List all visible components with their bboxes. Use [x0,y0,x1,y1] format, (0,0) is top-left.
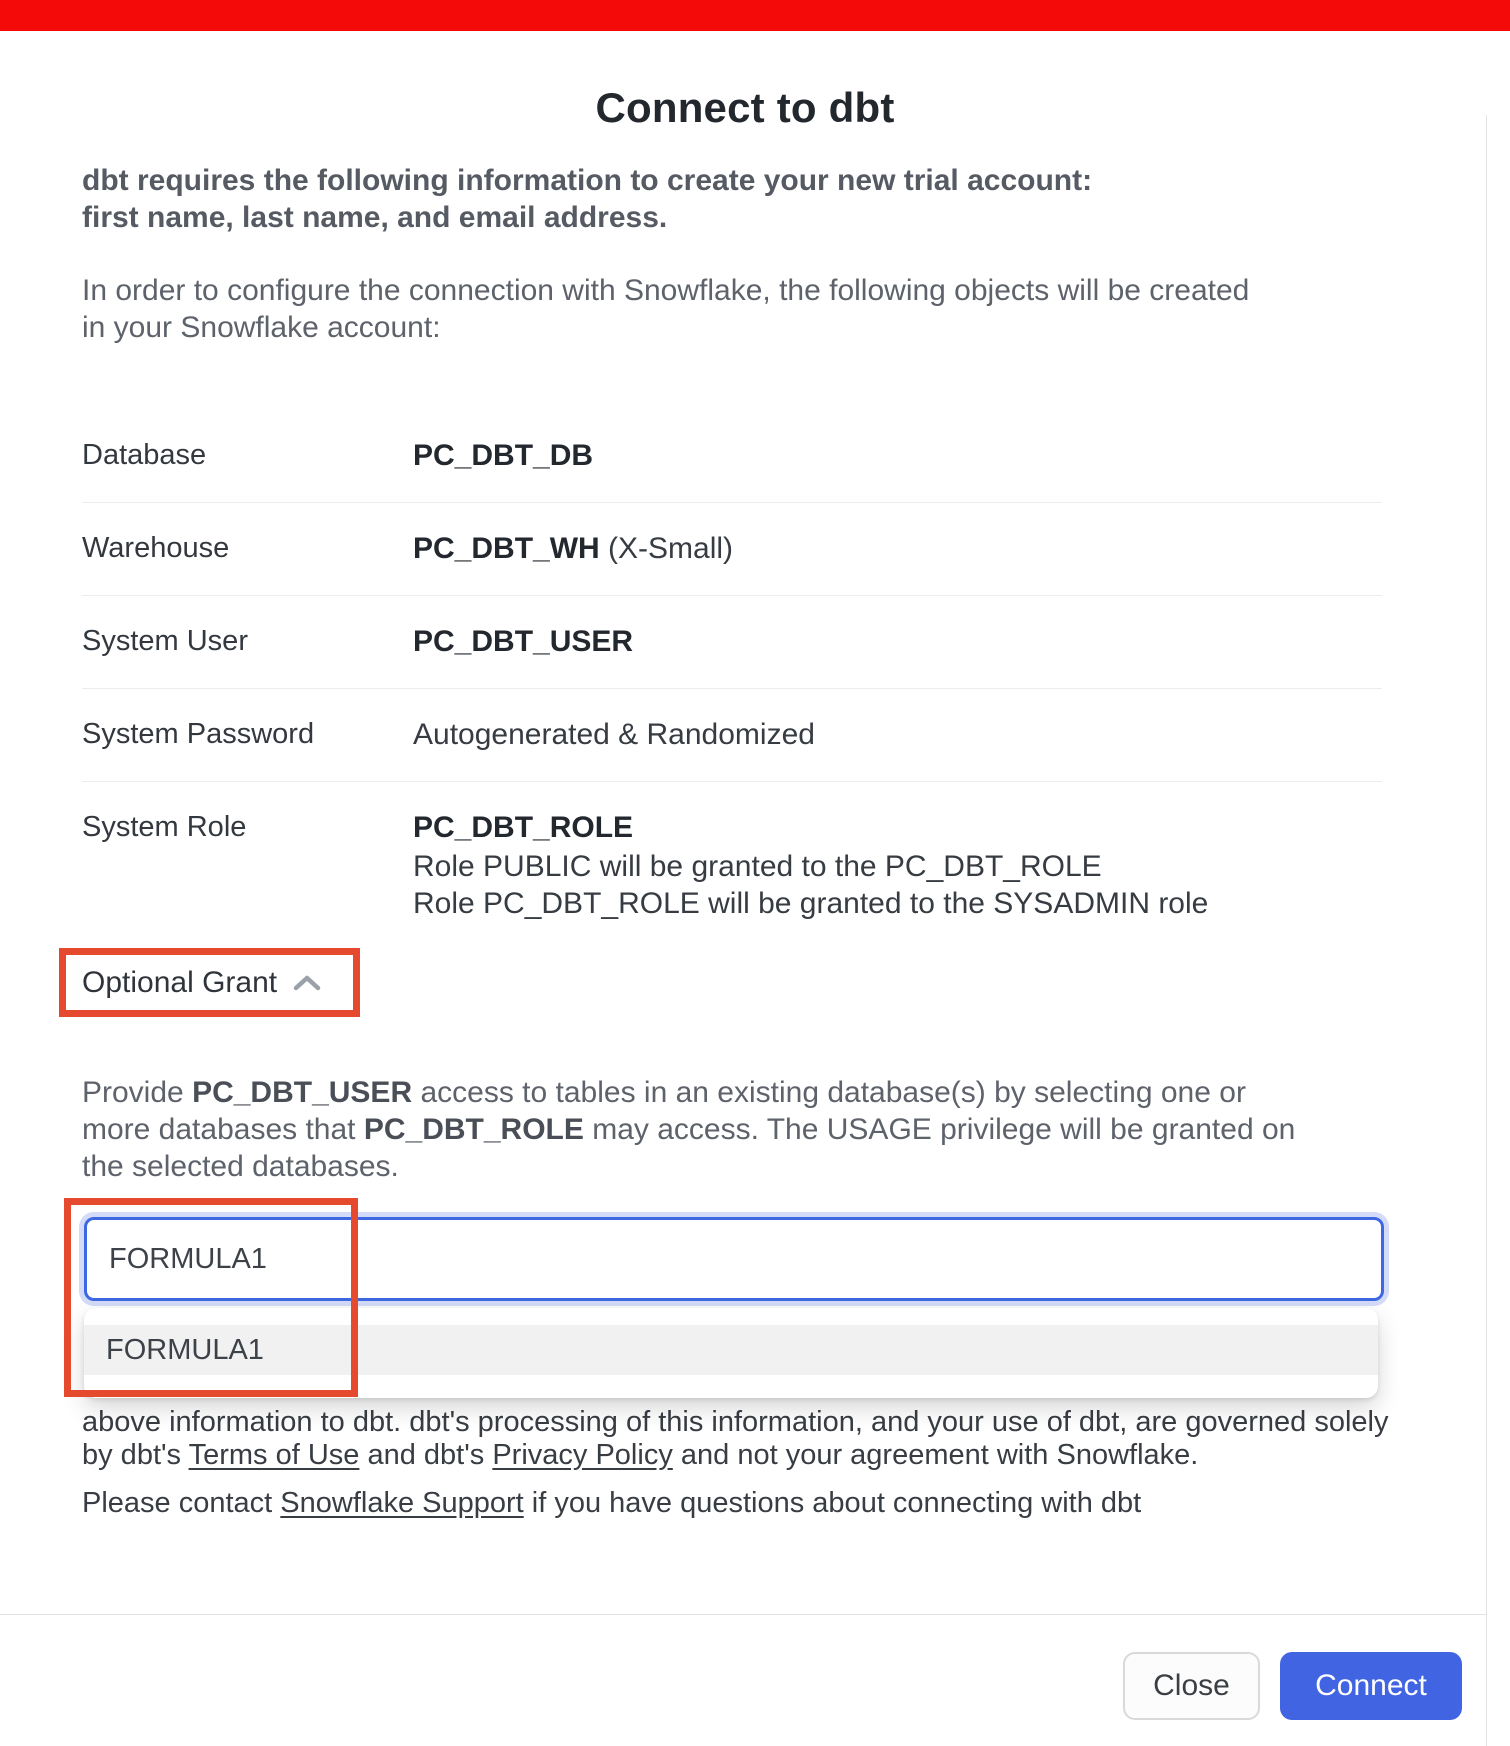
system-role-name: PC_DBT_ROLE [413,811,634,844]
intro-text [82,162,1392,236]
table-row-system-password [82,689,1382,782]
warehouse-size: (X-Small) [599,532,734,565]
row-label: System Role [82,811,247,843]
system-role-grant-notes [413,848,1208,922]
terms-line-1: above information to dbt. dbt's processing of this information, and your use of dbt, are governed solely [82,1406,1389,1438]
grant-line-1: Provide PC_DBT_USER access to tables in an existing database(s) by selecting one or [82,1076,1246,1109]
table-row-system-user [82,596,1382,689]
role-grant-line-2: Role PC_DBT_ROLE will be granted to the SYSADMIN role [413,887,1209,920]
row-value: Autogenerated & Randomized [413,718,815,751]
role-grant-line-1: Role PUBLIC will be granted to the PC_DBT_ROLE [413,850,1102,883]
config-line-2: in your Snowflake account: [82,311,441,344]
footer-divider [0,1614,1489,1615]
config-paragraph [82,272,1392,346]
row-label: Warehouse [82,532,230,564]
chevron-up-icon [292,973,322,993]
connect-button[interactable]: Connect [1280,1652,1462,1720]
row-value [413,532,733,566]
privacy-policy-link[interactable]: Privacy Policy [492,1439,673,1471]
dropdown-option-formula1[interactable]: FORMULA1 [84,1325,1378,1375]
grant-line-3: the selected databases. [82,1150,399,1183]
scrollbar-track[interactable] [1486,115,1510,1746]
created-objects-table [82,410,1382,951]
table-row-warehouse [82,503,1382,596]
row-value: PC_DBT_USER [413,625,634,658]
table-row-database [82,410,1382,503]
row-value [413,811,1208,922]
close-button[interactable]: Close [1123,1652,1260,1720]
row-label: System User [82,625,248,657]
annotation-top-bar [0,0,1510,31]
terms-line-2: by dbt's Terms of Use and dbt's Privacy Policy and not your agreement with Snowflake. [82,1439,1199,1471]
row-label: Database [82,439,207,471]
intro-line-1: dbt requires the following information to create your new trial account: [82,164,1093,197]
grant-paragraph [82,1074,1392,1185]
snowflake-support-link[interactable]: Snowflake Support [280,1487,524,1519]
config-line-1: In order to configure the connection with Snowflake, the following objects will be created [82,274,1250,307]
support-line: Please contact Snowflake Support if you have questions about connecting with dbt [82,1487,1142,1519]
optional-grant-toggle[interactable] [82,966,322,1000]
grant-line-2: more databases that PC_DBT_ROLE may access. The USAGE privilege will be granted on [82,1113,1296,1146]
intro-line-2: first name, last name, and email address. [82,201,668,234]
dialog-title: Connect to dbt [595,84,895,131]
terms-of-use-link[interactable]: Terms of Use [188,1439,360,1471]
row-label: System Password [82,718,315,750]
warehouse-name: PC_DBT_WH [413,532,600,565]
optional-grant-label: Optional Grant [82,966,278,999]
terms-paragraph [82,1406,1402,1472]
database-dropdown [84,1308,1378,1398]
row-value: PC_DBT_DB [413,439,594,472]
database-select-input[interactable] [84,1217,1384,1301]
table-row-system-role [82,782,1382,951]
